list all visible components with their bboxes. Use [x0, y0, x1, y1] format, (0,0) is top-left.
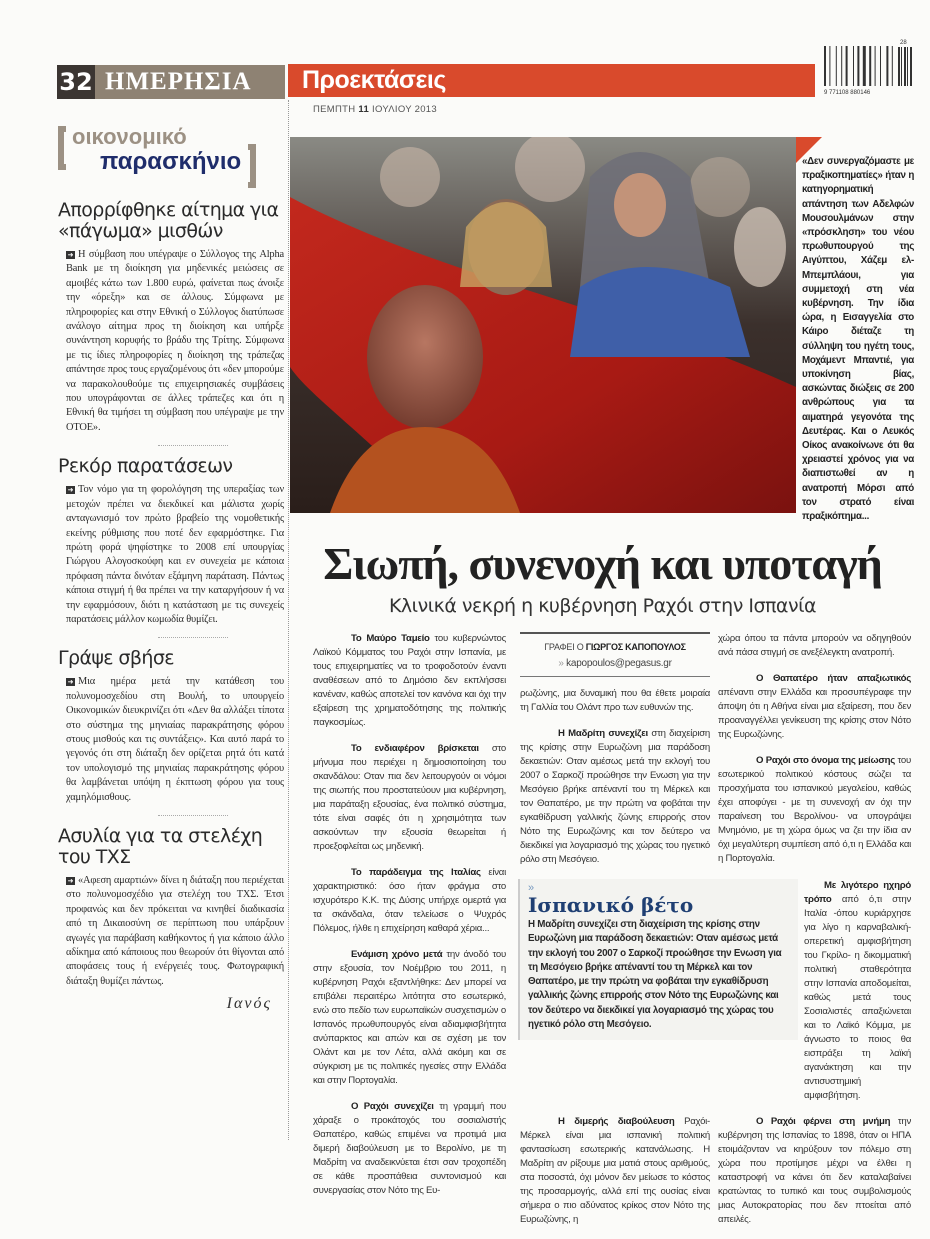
barcode-bar [901, 47, 902, 86]
barcode-bar [886, 46, 888, 86]
paragraph [520, 727, 710, 867]
photo-row [290, 137, 915, 524]
sidebar-item [58, 200, 284, 435]
author-name: ΓΙΩΡΓΟΣ ΚΑΠΟΠΟΥΛΟΣ [585, 642, 686, 653]
chevron-icon: » [528, 882, 535, 895]
sidebar-item-text: Η σύμβαση που υπέγραψε ο Σύλλογος της Alpha Bank με τη διοίκηση για μηδενικές μειώσεις σε αμοιβές κάτω των 1.800 ευρώ, φαίνεται πως άνοιξε την «όρεξη» και σε άλλους. Σύμφωνα με πληροφορίες και στην Εθνική ο Σύλλογος διατύπωσε ανάλογο αίτημα προς τη διοίκηση και υπήρξε συνάντηση κορυφής το βράδυ της Τρίτης. Σύμφωνα με τις ίδιες πληροφορίες η διοίκηση της τράπεζας απάντησε προς τους εργαζομένους ότι «δεν μπορούμε να παρακολουθούμε τις επιχειρησιακές συμβάσεις που υπογράφονται σε άλλες τράπεζες και ότι η Εθνική θα τιμήσει τη σύμβαση που υπέγραψε με την ΟΤΟΕ». [66, 249, 284, 433]
barcode-number: 9 771108 880146 [824, 90, 871, 96]
article-bottom-row [520, 1115, 911, 1239]
sidebar-item-text: «Αφεση αμαρτιών» δίνει η διάταξη που περιέχεται στο πολυνομοσχέδιο για στελέχη του ΤΧΣ. Έτσι προφανώς και δεν πρόκειται να κινηθεί διαδικασία από τη Δικαιοσύνη σε περίπτωση που υπάρξουν αγωγές για παράβαση καθήκοντος ή για κάποιο άλλο αδίκημα από κάποιους που θεωρούν ότι θίγονται από αποφάσεις τους ή ενέργειές τους. Φωτογραφική διάταξη θυμίζει πάντως. [66, 875, 284, 987]
sidebar-item [58, 456, 284, 627]
paragraph-text: απέναντι στην Ελλάδα και προσυπέγραφε την άποψη ότι η Αθήνα είναι μια εξαίρεση, που δεν προαναγγέλλει γενίκευση της κρίσης στον Νότο της Ευρωζώνης. [718, 687, 911, 741]
box-text: Η Μαδρίτη συνεχίζει στη διαχείριση της κρίσης στην Ευρωζώνη μια παράδοση δεκαετιών: Οταν αμέσως μετά την εκλογή του 2007 ο Σαρκοζί προώθησε την Ενωση για τη Μεσόγειο βρήκε απέναντί του τη Μέρκελ και τον Θαπατέρο, με την πρώτη να φοβάται την εγκαθίδρυση γαλλικής ζώνης επιρροής στον Νότο της Ευρωζώνης και τον δεύτερο να διεκδικεί για λογαριασμό της χώρας του ηγετικό ρόλο στη Μεσόγειο. [528, 919, 782, 1030]
paragraph-lead: Η Μαδρίτη συνεχίζει [558, 728, 648, 740]
arrow-icon: ➜ [67, 877, 74, 885]
article-subheadline: Κλινικά νεκρή η κυβέρνηση Ραχόι στην Ισπανία [388, 595, 817, 618]
sidebar-box [518, 879, 798, 1040]
paragraph-lead: Ο Θαπατέρο ήταν απαξιωτικός [756, 673, 911, 685]
paragraph-text: του κυβερνώντος Λαϊκού Κόμματος του Ραχόι στην Ισπανία, με τους επιχειρηματίες να το τροφοδοτούν έναντι αναθέσεων από το Δημόσιο δεν εκπλήσσει κανέναν, καθώς αποτελεί τον κανόνα και όχι την εξαίρεση της χρηματοδότησης της πολιτικής παγκοσμίως. [313, 633, 507, 729]
box-title: Ισπανικό βέτο [528, 893, 694, 918]
columnist-signature: Ιανός [226, 995, 272, 1013]
barcode-bar [857, 46, 859, 86]
divider [58, 805, 284, 826]
date-month-year: ΙΟΥΛΙΟΥ 2013 [372, 104, 437, 115]
main-story [290, 137, 915, 1239]
paragraph-text: ρωζώνης, μια δυναμική που θα έθετε μοιραία τη Γαλλία του Ολάντ προ των ευθυνών της. [520, 688, 710, 714]
article-column-3 [718, 632, 911, 878]
paragraph-text: στο μήνυμα που περιέχει η δημοσιοποίηση του σκανδάλου: Οταν πια δεν λειτουργούν οι νόμοι της σιωπής που προστατεύουν μια κυβέρνηση, μια παράταξη εξουσίας, ένα πολιτικό σύστημα, τότε είναι σαφές ότι η χρησιμότητα των ασκούντων την εξουσία θεωρείται ή προεξοφλείται ως μηδενική. [313, 743, 506, 853]
paragraph-lead: Ο Ραχόι στο όνομα της μείωσης [756, 755, 895, 767]
paragraph-text: Ραχόι-Μέρκελ είναι μια ισπανική πολιτική φαντασίωση εσωτερικής κατανάλωσης. Η Μαδρίτη αν ρίξουμε μια ματιά στους αριθμούς, στα ποσοστά, όχι μόνον δεν μείωσε το κόστος της προσαρμογής, αλλά επί της ουσίας είναι σήμερα ο πιο αδύνατος κρίκος στον Νότο της Ευρωζώνης, η [520, 1116, 710, 1226]
paragraph [313, 1100, 506, 1198]
paragraph-text: είναι χαρακτηριστικό: όσο ήταν φράγμα στο ισχυρότερο Κ.Κ. της Δύσης υπήρχε ομερτά για τα σκάνδαλα, όταν τελείωσε ο Ψυχρός Πόλεμος, ήλθε η επιχείρηση καθαρά χέρια... [313, 867, 506, 935]
photo-caption: «Δεν συνεργαζόμαστε με πραξικοπηματίες» ήταν η κατηγορηματική απάντηση των Αδελφών Μουσουλμάνων στην «πρόσκληση» του νέου πρωθυπουργού της Αιγύπτου, Χάζεμ ελ-Μπεμπλάουι, για συμμετοχή στη νέα κυβέρνηση. Την ίδια ώρα, η Εισαγγελία στο Κάιρο διέταζε τη σύλληψη του ηγέτη τους, Μοχάμεντ Μπαντιέ, για υποκίνηση βίας, ασκώντας διώξεις σε 200 ανθρώπους για τα αιματηρά γεγονότα της Δευτέρας. Και ο Λευκός Οίκος ανακοίνωνε ότι θα χρειαστεί χρόνος για να διαπιστωθεί αν η ανατροπή Μόρσι από τον στρατό είναι πραξικόπημα... [802, 156, 914, 523]
barcode-bar [869, 46, 871, 86]
paragraph [718, 1115, 911, 1227]
article-body [290, 632, 915, 1239]
arrow-icon: ➜ [67, 251, 74, 259]
bracket-left-icon [58, 126, 66, 170]
sidebar-item-text: Μια ημέρα μετά την κατάθεση του πολυνομοσχεδίου στη Βουλή, το υπουργείο Οικονομικών διευκρινίζει ότι «Δεν θα αλλάξει τίποτα στο σύστημα της μηνιαίας παρακράτησης φόρου στους μισθούς και τις συντάξεις». Και αυτό παρά το γεγονός ότι στη διάταξη δεν ορίζεται ρητά ότι κατά τον υπολογισμό της μηνιαίας παρακράτησης φόρου θα λαμβάνεται υπόψη η έκπτωση φόρου για τους χαμηλόμισθους. [66, 676, 284, 803]
page-number: 32 [57, 65, 95, 99]
paragraph-text: χώρα όπου τα πάντα μπορούν να οδηγηθούν ανά πάσα στιγμή σε ανεξέλεγκτη ανατροπή. [718, 633, 911, 659]
paragraph [313, 632, 506, 730]
barcode-bar [836, 46, 837, 86]
arrow-icon: ➜ [67, 678, 74, 687]
paragraph [520, 687, 710, 715]
barcode-bar [846, 46, 848, 86]
logo-line-2: παρασκήνιο [100, 148, 242, 175]
logo-line-1: οικονομικό [72, 124, 187, 149]
protest-photo-image [290, 137, 796, 513]
paragraph [313, 866, 506, 936]
byline-prefix: ΓΡΑΦΕΙ Ο [544, 642, 584, 653]
article-box-row [520, 879, 911, 1115]
barcode-bar [824, 46, 826, 86]
paragraph-text: στη διαχείριση της κρίσης στην Ευρωζώνη μια παράδοση δεκαετιών: Οταν αμέσως μετά την εκλογή του 2007 ο Σαρκοζί προώθησε την Ενωση για την Μεσόγειο βρήκε απέναντί του τη Μέρκελ και τον Θαπατέρο, με την πρώτη να φοβάται την εγκαθίδρυση γαλλικής ζώνης επιρροής στον Νότο της Ευρωζώνης και τον δεύτερο να διεκδικεί για λογαριασμό της χώρας του ηγετικό ρόλο στη Μεσόγειο. [520, 728, 710, 866]
paragraph [804, 879, 911, 1103]
date-weekday: ΠΕΜΠΤΗ [313, 104, 356, 115]
paragraph-lead: Ενάμιση χρόνο μετά [351, 949, 443, 961]
column-logo [58, 118, 278, 188]
sidebar-item-body [58, 675, 284, 805]
barcode-bar [853, 46, 854, 86]
barcode-bar [829, 46, 830, 86]
barcode-bar [910, 47, 912, 86]
barcode-bar [898, 47, 900, 86]
sidebar-item-body [58, 483, 284, 627]
article-byline [520, 632, 710, 677]
article-top-row [520, 632, 911, 879]
divider [58, 627, 284, 648]
sidebar-item [58, 648, 284, 805]
sidebar-item-title: Απορρίφθηκε αίτημα για «πάγωμα» μισθών [58, 199, 279, 242]
barcode-bar [892, 46, 893, 86]
article-right-columns [520, 632, 911, 1239]
paragraph-text: την άνοδό του στην εξουσία, τον Νοέμβριο του 2011, η κυβέρνηση Ραχόι εξαντλήθηκε: Δεν μπορεί να επιβάλει περαιτέρω λιτότητα στο εσωτερικό, ενώ στο πεδίο των ευρωπαϊκών συσχετισμών ο Ισπανός πρωθυπουργός είναι αδιαμφισβήτητα ανύπαρκτος και απών και σε σχέση με τον Ολάντ και με τον Λέτα, αλλά ακόμη και σε σύγκριση με τις πολιτικές ηγεσίες στην Ελλάδα και στην Πορτογαλία. [313, 949, 506, 1087]
column-divider [288, 100, 289, 1140]
sidebar [58, 200, 284, 1013]
paragraph-lead: Ο Ραχόι φέρνει στη μνήμη [756, 1116, 891, 1128]
paragraph-lead: Το Μαύρο Ταμείο [351, 633, 430, 645]
article-column-2-bottom [520, 1115, 710, 1239]
barcode-bar [907, 47, 908, 86]
sidebar-item-title: Ρεκόρ παρατάσεων [58, 455, 233, 478]
paragraph-lead: Ο Ραχόι συνεχίζει [351, 1101, 434, 1113]
article-column-2 [520, 632, 710, 879]
paragraph-lead: Η διμερής διαβούλευση [558, 1116, 675, 1128]
paragraph [313, 742, 506, 854]
paragraph-text: τη γραμμή που χάραξε ο προκάτοχός του σοσιαλιστής Θαπατέρο, καθώς επιμένει να προτιμά μια διμερή διαβούλευση με το Βερολίνο, με τη Μαδρίτη να αναδεικνύεται έτσι σαν τροχοπέδη σε κάθε προσπάθεια συντονισμού και συνεργασίας στον Νότο της Ευ- [313, 1101, 506, 1197]
article-column-3-bottom [718, 1115, 911, 1239]
bracket-right-icon [248, 144, 256, 188]
barcode-bar [875, 46, 876, 86]
paragraph [718, 672, 911, 742]
paragraph [718, 632, 911, 660]
sidebar-item [58, 826, 284, 989]
divider [58, 435, 284, 456]
barcode-bar [904, 47, 906, 86]
paragraph-lead: Το παράδειγμα της Ιταλίας [351, 867, 481, 879]
paragraph-text: την κυβέρνηση της Ισπανίας το 1898, όταν οι ΗΠΑ ετοιμάζονταν να κηρύξουν τον πόλεμο στη χώρα που προτίμησε μέχρι να έλθει η καταστροφή να κάνει ότι δεν καταλαβαίνει κρατώντας το τυπικό και τους συμβολισμούς μιας Αυτοκρατορίας που δεν πτοείται από απειλές. [718, 1116, 911, 1226]
barcode-icon [822, 38, 914, 96]
section-title: Προεκτάσεις [288, 64, 815, 97]
barcode-bar [880, 46, 881, 86]
chevron-icon: » [558, 658, 564, 670]
author-email[interactable]: kapopoulos@pegasus.gr [566, 658, 672, 670]
sidebar-item-title: Γράψε σβήσε [58, 647, 174, 670]
barcode-bar [841, 46, 842, 86]
sidebar-item-body [58, 874, 284, 989]
paragraph [313, 948, 506, 1088]
barcode-issue: 28 [900, 40, 907, 46]
sidebar-item-body [58, 248, 284, 435]
article-column-1 [313, 632, 506, 1239]
article-headline: Σιωπή, συνενοχή και υποταγή [323, 538, 882, 590]
news-photo [290, 137, 796, 513]
newspaper-name: ΗΜΕΡΗΣΙΑ [95, 65, 285, 99]
barcode-bar [863, 46, 866, 86]
date-day: 11 [358, 104, 370, 115]
barcode [822, 38, 914, 96]
paragraph-lead: Το ενδιαφέρον βρίσκεται [351, 743, 479, 755]
sidebar-item-title: Ασυλία για τα στελέχη του ΤΧΣ [58, 825, 263, 868]
sidebar-item-text: Τον νόμο για τη φορολόγηση της υπεραξίας των μετοχών πρέπει να διεκδικεί και μάλιστα χωρίς ανταγωνισμό τον πρώτο βραβείο της νομοθετικής εκείνης ρύθμισης που ποτέ δεν εφαρμόστηκε. Για πρώτη φορά ψηφίστηκε το 2008 επί υπουργίας Γιώργου Αλογοσκούφη και εν συνεχεία με κάποια πρόφαση πάντα δινόταν εξάμηνη παράταση. Πάντως κάποια στιγμή ή θα πρέπει να την καταργήσουν ή να την εφαρμόσουν, διότι η κατάσταση με τις συνεχείς παρατάσεις μάλλον κωμωδία θυμίζει. [66, 484, 284, 625]
issue-date [313, 104, 437, 115]
paragraph-text: του εσωτερικού πολιτικού κόστους σώζει τα προσχήματα του ισπανικού μεγαλείου, καθώς έχει αποφύγει - με τη συνενοχή αν όχι την παραίνεση του Βερολίνου- να υπογράψει Μνημόνιο, με τη χώρα όμως να ζει την ίδια αν όχι μεγαλύτερη συμπίεση από ό,τι η Ελλάδα και η Πορτογαλία. [718, 755, 911, 865]
arrow-icon: ➜ [67, 486, 74, 495]
paragraph-lead: Με λιγότερο ηχηρό τρόπο [804, 880, 911, 906]
article-column-3-narrow [804, 879, 911, 1115]
paragraph [718, 754, 911, 866]
paragraph [520, 1115, 710, 1227]
paragraph-text: από ό,τι στην Ιταλία -όπου κυριάρχησε για λίγο η καρναβαλική-οπερετική αμφισβήτηση του Γκρίλο- η δικομματική πολιτική σταθερότητα στην Ισπανία αποδομείται, καθώς μετά τους Σοσιαλιστές απαξιώνεται και το Λαϊκό Κόμμα, με άγνωστο το ποιος θα εισπράξει τη λαϊκή αγανάκτηση και την αντισυστημική αμφισβήτηση. [804, 894, 911, 1102]
